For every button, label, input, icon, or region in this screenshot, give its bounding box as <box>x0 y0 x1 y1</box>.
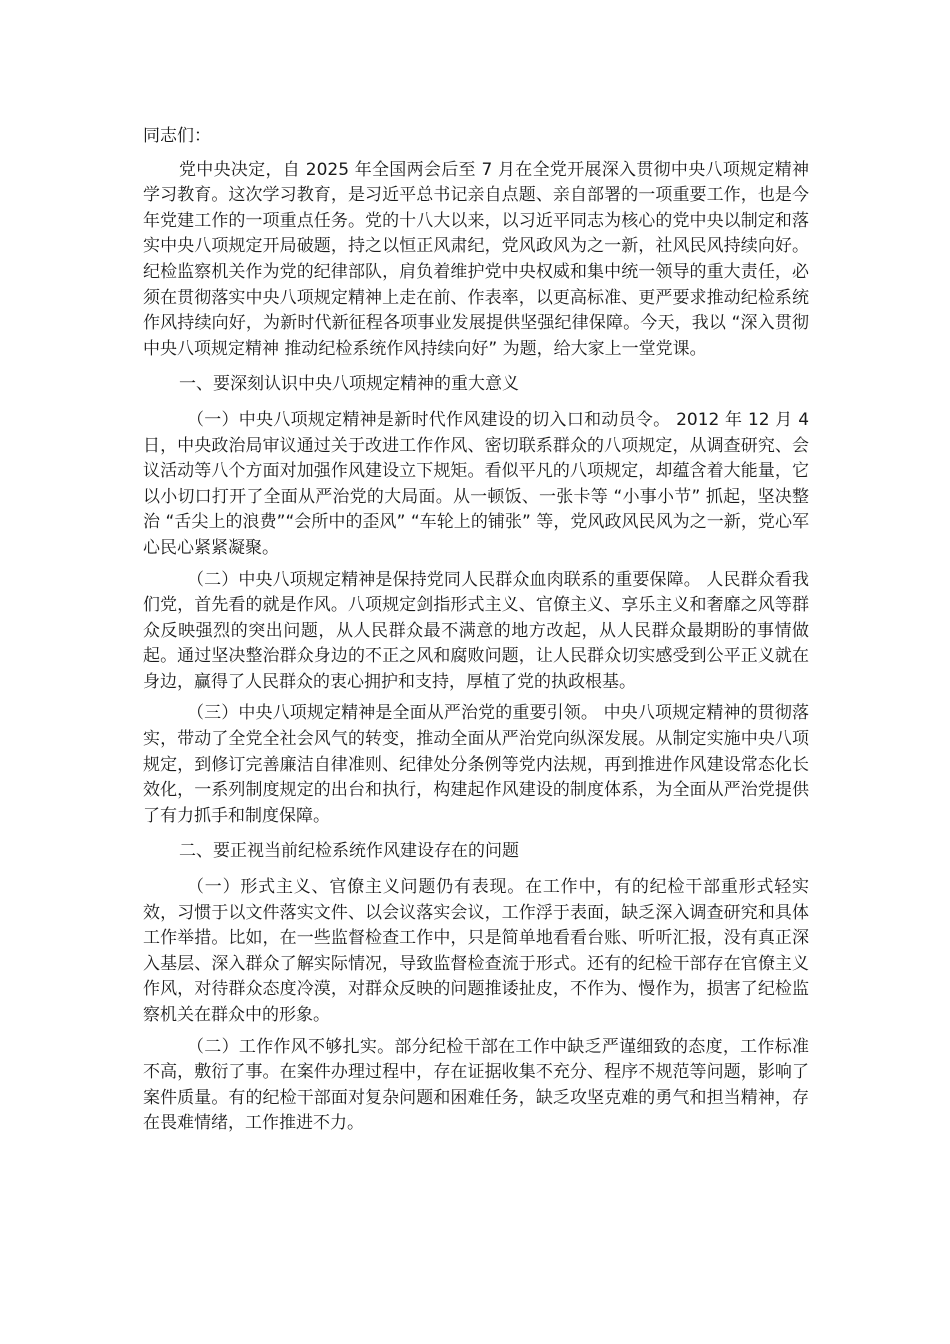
salutation: 同志们： <box>143 126 211 146</box>
section-1-item-1-body: 2012 年 12 月 4 日，中央政治局审议通过关于改进工作作风、密切联系群众的八项规定，从调查研究、会议活动等八个方面对加强作风建设立下规矩。看似平凡的八项规定，却蕴含着大能量，它以小切口打开了全面从严治党的大局面。从一顿饭、一张卡等 “小事小节” 抓起，坚决整治 “舌尖上的浪费”“会所中的歪风” “车轮上的铺张” 等，党风政风民风为之一新，党心军心民心紧紧凝聚。 <box>143 409 810 558</box>
section-2-item-2 <box>143 1035 809 1137</box>
section-2-item-2-title: （二）工作作风不够扎实。 <box>187 1036 395 1057</box>
section-2-item-2-body: 部分纪检干部在工作中缺乏严谨细致的态度，工作标准不高，敷衍了事。在案件办理过程中，存在证据收集不充分、程序不规范等问题，影响了案件质量。有的纪检干部面对复杂问题和困难任务，缺乏攻坚克难的勇气和担当精神，存在畏难情绪，工作推进不力。 <box>143 1036 810 1134</box>
section-1-item-3 <box>143 701 809 829</box>
section-2-item-1-title: （一）形式主义、官僚主义问题仍有表现。 <box>187 877 526 898</box>
section-2-heading: 二、要正视当前纪检系统作风建设存在的问题 <box>179 841 519 862</box>
section-1-item-2-body: 人民群众看我们党，首先看的就是作风。八项规定剑指形式主义、官僚主义、享乐主义和奢靡之风等群众反映强烈的突出问题，从人民群众最不满意的地方改起，从人民群众最期盼的事情做起。通过坚决整治群众身边的不正之风和腐败问题，让人民群众切实感受到公平正义就在身边，赢得了人民群众的衷心拥护和支持，厚植了党的执政根基。 <box>143 569 809 692</box>
section-1-item-3-title: （三）中央八项规定精神是全面从严治党的重要引领。 <box>187 703 599 724</box>
intro-paragraph: 党中央决定，自 2025 年全国两会后至 7 月在全党开展深入贯彻中央八项规定精神学习教育。这次学习教育，是习近平总书记亲自点题、亲自部署的一项重要工作，也是今年党建工作的一项重点任务。党的十八大以来，以习近平同志为核心的党中央以制定和落实中央八项规定开局破题，持之以恒正风肃纪，党风政风为之一新，社风民风持续向好。纪检监察机关作为党的纪律部队，肩负着维护党中央权威和集中统一领导的重大责任，必须在贯彻落实中央八项规定精神上走在前、作表率，以更高标准、更严要求推动纪检系统作风持续向好，为新时代新征程各项事业发展提供坚强纪律保障。今天，我以 “深入贯彻中央八项规定精神 推动纪检系统作风持续向好” 为题，给大家上一堂党课。 <box>143 159 809 359</box>
section-1-item-1 <box>143 408 809 562</box>
section-1-item-3-body: 中央八项规定精神的贯彻落实，带动了全党全社会风气的转变，推动全面从严治党向纵深发展。从制定实施中央八项规定，到修订完善廉洁自律准则、纪律处分条例等党内法规，再到推进作风建设常态化长效化，一系列制度规定的出台和执行，构建起作风建设的制度体系，为全面从严治党提供了有力抓手和制度保障。 <box>143 703 809 826</box>
section-1-heading: 一、要深刻认识中央八项规定精神的重大意义 <box>179 374 519 395</box>
section-1-item-1-title: （一）中央八项规定精神是新时代作风建设的切入口和动员令。 <box>187 409 671 430</box>
section-2-item-1-body: 在工作中，有的纪检干部重形式轻实效，习惯于以文件落实文件、以会议落实会议，工作浮于表面，缺乏深入调查研究和具体工作举措。比如，在一些监督检查工作中，只是简单地看看台账、听听汇报，没有真正深入基层、深入群众了解实际情况，导致监督检查流于形式。还有的纪检干部存在官僚主义作风，对待群众态度冷漠，对群众反映的问题推诿扯皮，不作为、慢作为，损害了纪检监察机关在群众中的形象。 <box>143 877 810 1025</box>
section-2-item-1 <box>143 875 809 1029</box>
document-page <box>143 124 809 1143</box>
section-1-item-2-title: （二）中央八项规定精神是保持党同人民群众血肉联系的重要保障。 <box>187 569 701 590</box>
section-1-item-2 <box>143 568 809 696</box>
